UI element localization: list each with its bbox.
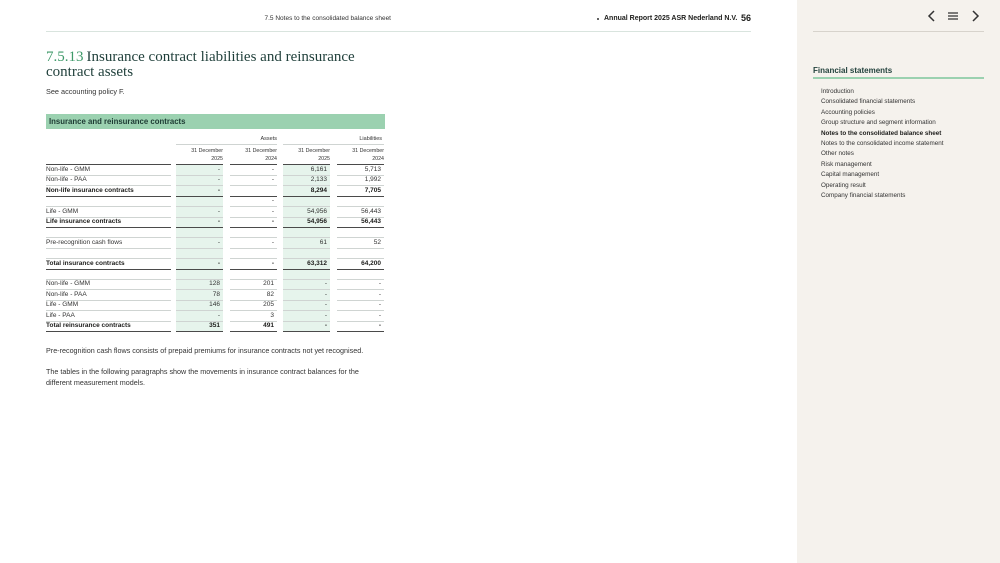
row-label: Total insurance contracts [46,259,125,267]
header-report-title: Annual Report 2025 ASR Nederland N.V. [604,14,738,22]
table-row [46,165,385,175]
table-row [46,217,385,227]
row-rule [230,331,277,332]
row-value: - [324,311,327,319]
row-label: Non-life - PAA [46,176,87,184]
row-value: - [378,290,381,298]
row-rule [176,331,223,332]
sidebar-item[interactable]: Risk management [821,160,872,168]
row-value: 1,992 [364,176,381,184]
row-label: Life - PAA [46,311,75,319]
column-header [337,147,384,163]
column-header [176,147,223,163]
column-header [283,147,330,163]
row-label: Life insurance contracts [46,218,122,225]
column-header-year: 2024 [265,156,277,162]
sidebar-item[interactable]: Introduction [821,88,854,95]
row-value: - [271,166,274,173]
row-value: 146 [209,301,220,309]
row-value: 128 [209,280,220,288]
row-value: 56,443 [361,207,381,215]
column-header [230,147,277,163]
sidebar-item[interactable]: Other notes [821,150,854,158]
table-row [46,311,385,321]
header-separator-dot [597,18,599,20]
row-value: - [217,186,220,194]
row-value: - [324,301,327,309]
row-value: - [378,322,381,329]
page-header [0,0,797,32]
row-value: 6,161 [310,166,327,173]
column-header-year: 2025 [211,156,223,162]
row-value: 3 [270,311,274,319]
row-value: - [324,290,327,298]
column-group-liabilities: Liabilities [359,136,382,142]
row-label: Non-life - GMM [46,280,91,288]
row-value: 351 [209,322,220,329]
sidebar-item[interactable]: Operating result [821,181,866,189]
row-label: Non-life - GMM [46,166,91,173]
row-value: 61 [319,238,327,246]
column-header-year: 2025 [318,156,330,162]
row-value: - [378,311,381,319]
column-header-year: 2024 [372,156,384,162]
sidebar-title[interactable]: Financial statements [813,66,893,75]
sidebar-item[interactable]: Notes to the consolidated balance sheet [821,129,942,137]
row-value: - [271,238,274,246]
column-header-label: 31 December [245,148,277,154]
row-value: 8,294 [310,186,327,194]
row-value: - [217,218,220,225]
sidebar-item[interactable]: Group structure and segment information [821,119,936,127]
paragraph-prerecognition: Pre-recognition cash flows consists of prepaid premiums for insurance contracts not yet recognised. [46,346,364,355]
page-number: 56 [741,13,752,23]
row-label: Pre-recognition cash flows [46,238,123,246]
sidebar-title-underline [813,77,984,79]
table-row [46,227,385,237]
row-rule [46,331,171,332]
row-label: Life - GMM [46,207,79,215]
sidebar-divider [813,31,984,32]
row-value: - [324,322,327,329]
row-value: 2,133 [310,176,327,184]
row-value: - [271,207,274,215]
table-row [46,259,385,269]
chevron-left-icon[interactable] [925,9,939,23]
table-heading: Insurance and reinsurance contracts [46,114,385,129]
sidebar-item[interactable]: Consolidated financial statements [821,98,916,106]
section-number: 7.5.13 [46,49,84,65]
row-value: - [217,311,220,319]
row-value: - [271,259,274,267]
table-row [46,269,385,279]
row-value: - [378,301,381,309]
row-value: 63,312 [307,259,327,267]
table-row [46,196,385,206]
row-value: - [378,280,381,288]
sidebar-nav-list [821,87,991,201]
table-row [46,175,385,185]
table-row [46,186,385,196]
sidebar-item[interactable]: Capital management [821,171,880,179]
row-value: 52 [373,238,381,246]
row-value: 54,956 [307,207,327,215]
group-underline [283,144,384,145]
row-value: 78 [212,290,220,298]
row-rule [283,331,330,332]
page-title [46,50,376,80]
table-row [46,207,385,217]
row-value: - [217,166,220,173]
row-value: 5,713 [364,166,381,173]
column-header-label: 31 December [191,148,223,154]
row-value: - [217,207,220,215]
sidebar [797,0,1000,563]
row-value: 201 [263,280,274,288]
row-value: 205 [263,301,274,309]
sidebar-item[interactable]: Notes to the consolidated income statement [821,140,944,148]
column-header-label: 31 December [352,148,384,154]
table-row [46,300,385,310]
row-value: - [217,259,220,267]
row-rule [337,331,384,332]
column-group-assets: Assets [260,136,277,142]
menu-icon[interactable] [946,9,960,23]
row-value: - [217,176,220,184]
row-value: - [271,176,274,184]
row-value: - [271,197,274,205]
row-value: 82 [266,290,274,298]
header-divider [46,31,751,32]
row-label: Non-life insurance contracts [46,186,134,194]
group-underline [176,144,277,145]
insurance-contracts-table [46,114,385,329]
table-row [46,279,385,289]
chevron-right-icon[interactable] [968,9,982,23]
sidebar-item[interactable]: Accounting policies [821,108,875,116]
row-label: Non-life - PAA [46,290,87,298]
row-value: 64,200 [361,259,381,267]
row-value: - [217,238,220,246]
table-row [46,248,385,258]
row-value: 54,956 [307,218,327,225]
table-row [46,290,385,300]
row-value: - [324,280,327,288]
table-row [46,321,385,331]
row-value: - [271,218,274,225]
row-label: Total reinsurance contracts [46,322,131,329]
column-header-label: 31 December [298,148,330,154]
row-value: 7,705 [364,186,381,194]
sidebar-item[interactable]: Company financial statements [821,192,906,200]
row-value: 491 [263,322,274,329]
table-row [46,238,385,248]
header-section-title[interactable]: 7.5 Notes to the consolidated balance sheet [264,15,391,22]
row-label: Life - GMM [46,301,79,309]
row-value: 56,443 [361,218,381,225]
section-title-text: Insurance contract liabilities and reinsurance contract assets [46,49,355,80]
accounting-policy-note: See accounting policy F. [46,87,125,96]
paragraph-movements: The tables in the following paragraphs show the movements in insurance contract balances for the different measurement models. [46,367,359,387]
